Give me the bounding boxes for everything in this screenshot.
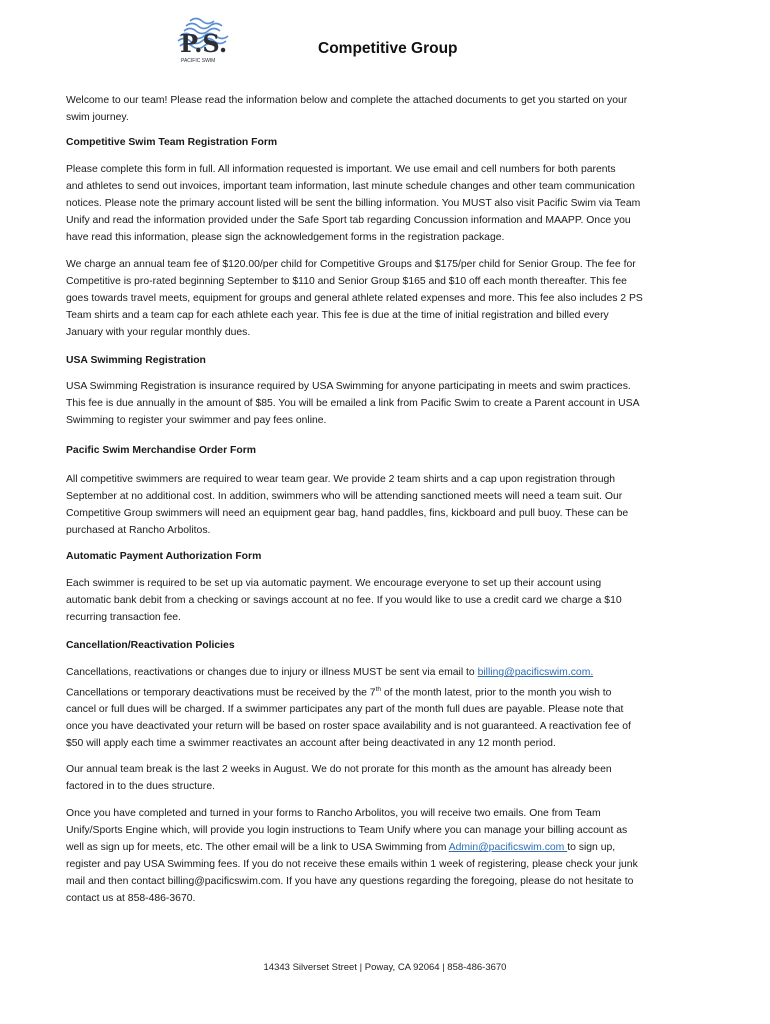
pacific-swim-logo xyxy=(172,14,232,64)
text-line: purchased at Rancho Arbolitos. xyxy=(66,525,211,536)
text-line: Cancellation/Reactivation Policies xyxy=(66,640,235,651)
footer-address: 14343 Silverset Street | Poway, CA 92064 | 858-486-3670 xyxy=(263,962,507,973)
paragraph xyxy=(66,471,716,539)
paragraph xyxy=(66,161,716,246)
text-line: Automatic Payment Authorization Form xyxy=(66,551,262,562)
text: cancel or full dues will be charged. If a swimmer participates any part of the month full dues are payable. Please note that xyxy=(66,704,624,716)
section-heading xyxy=(66,352,716,369)
page-title: Competitive Group xyxy=(318,40,458,57)
paragraph xyxy=(66,92,716,126)
text-line: This fee is due annually in the amount of $85. You will be emailed a link from Pacific Swim to create a Parent account in USA xyxy=(66,398,640,409)
text-line: Competitive Group swimmers will need an equipment gear bag, hand paddles, fins, kickboard and pull buoy. These can be xyxy=(66,508,629,519)
text-line: notices. Please note the primary account listed will be sent the billing information. You MUST also visit Pacific Swim via Team xyxy=(66,198,641,209)
text-line: January with your regular monthly dues. xyxy=(66,327,251,338)
text-line: USA Swimming Registration xyxy=(66,355,206,366)
text-line: Competitive Swim Team Registration Form xyxy=(66,137,278,148)
text: Our annual team break is the last 2 weeks in August. We do not prorate for this month as the amount has already been xyxy=(66,764,612,775)
text: Unify/Sports Engine which, will provide you login instructions to Team Unify where you can manage your billing account as xyxy=(66,825,628,836)
text-line: Team shirts and a team cap for each athlete each year. This fee is due at the time of initial registration and billed every xyxy=(66,310,609,321)
text: factored in to the dues structure. xyxy=(66,781,216,792)
text-line: Each swimmer is required to be set up via automatic payment. We encourage everyone to set up their account using xyxy=(66,578,602,589)
section-heading xyxy=(66,442,716,459)
admin-email-link[interactable]: Admin@pacificswim.com xyxy=(448,842,568,853)
text-line: USA Swimming Registration is insurance required by USA Swimming for anyone participating in meets and swim practices. xyxy=(66,381,631,392)
text-line: September at no additional cost. In addition, swimmers who will be attending sanctioned meets will need a team suit. Our xyxy=(66,491,623,502)
text-line: Welcome to our team! Please read the information below and complete the attached documents to get you started on your xyxy=(66,95,628,106)
text: Once you have completed and turned in your forms to Rancho Arbolitos, you will receive two emails. One from Team xyxy=(66,808,601,819)
text: Cancellations, reactivations or changes due to injury or illness MUST be sent via email to xyxy=(66,667,478,678)
text: to sign up, xyxy=(567,842,616,853)
text: contact us at 858-486-3670. xyxy=(66,893,196,904)
text-line: automatic bank debit from a checking or savings account at no fee. If you would like to use a credit card we charge a $10 xyxy=(66,595,622,606)
text-line: swim journey. xyxy=(66,112,129,123)
text: $50 will apply each time a swimmer reactivates an account after being deactivated in any 12 month period. xyxy=(66,738,556,750)
text: well as sign up for meets, etc. The other email will be a link to USA Swimming from xyxy=(66,842,449,853)
text-line: Unify and read the information provided under the Safe Sport tab regarding Concussion information and MAAPP. Once you xyxy=(66,215,631,226)
paragraph xyxy=(66,575,716,626)
section-heading xyxy=(66,134,716,151)
svg-text:PACIFIC SWIM: PACIFIC SWIM xyxy=(181,58,216,64)
section-heading xyxy=(66,548,716,565)
team-break-paragraph xyxy=(66,761,716,795)
text-line: goes towards travel meets, equipment for groups and general athlete related expenses and more. This fee also includes 2 PS xyxy=(66,293,643,304)
final-paragraph xyxy=(66,805,716,907)
text-line: We charge an annual team fee of $120.00/per child for Competitive Groups and $175/per child for Senior Group. The fee for xyxy=(66,259,636,270)
text-line: and athletes to send out invoices, important team information, last minute schedule changes and other team communication xyxy=(66,181,635,192)
text-line: All competitive swimmers are required to wear team gear. We provide 2 team shirts and a cap upon registration through xyxy=(66,474,616,485)
text: once you have deactivated your return will be based on roster space availability and is not guaranteed. A reactivation fee of xyxy=(66,721,631,733)
text: of the month latest, prior to the month you wish to xyxy=(381,687,612,699)
billing-email-link[interactable]: billing@pacificswim.com. xyxy=(477,667,594,678)
section-heading xyxy=(66,637,716,654)
paragraph xyxy=(66,256,716,341)
text-line: recurring transaction fee. xyxy=(66,612,181,623)
text-line: have read this information, please sign the acknowledgement forms in the registration package. xyxy=(66,232,505,243)
text-line: Pacific Swim Merchandise Order Form xyxy=(66,445,256,456)
cancellation-paragraph xyxy=(66,664,716,752)
paragraph xyxy=(66,378,716,429)
superscript: th xyxy=(375,686,381,693)
text: mail and then contact billing@pacificswim.com. If you have any questions regarding the foregoing, please do not hesitate to xyxy=(66,876,634,887)
text: register and pay USA Swimming fees. If you do not receive these emails within 1 week of registering, please check your junk xyxy=(66,859,638,870)
svg-text:P.S.: P.S. xyxy=(180,29,228,58)
text-line: Please complete this form in full. All information requested is important. We use email and cell numbers for both parents xyxy=(66,164,616,175)
text-line: Swimming to register your swimmer and pay fees online. xyxy=(66,415,327,426)
text-line: Competitive is pro-rated beginning September to $110 and Senior Group $165 and $10 off each month thereafter. This fee xyxy=(66,276,627,287)
text: Cancellations or temporary deactivations must be received by the 7 xyxy=(66,687,376,699)
